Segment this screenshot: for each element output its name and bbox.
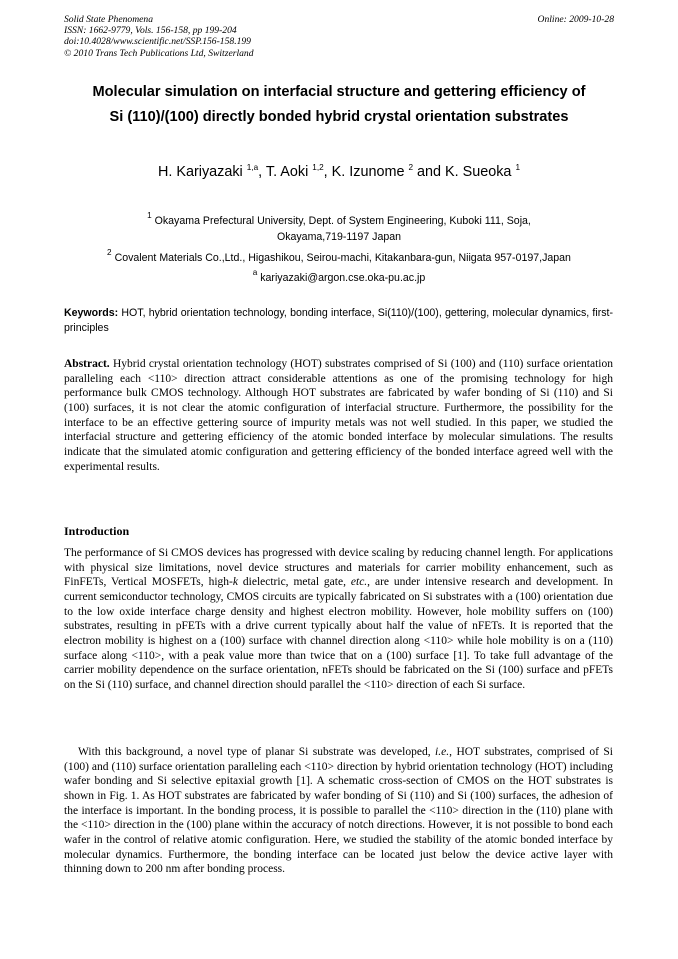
keywords-label: Keywords: bbox=[64, 307, 119, 319]
abstract-text: Hybrid crystal orientation technology (HOT) substrates comprised of Si (100) and (110) surface orientation paralleling each <110> direction attract considerable attentions as one of the promising technology for high performance bulk CMOS technology. Although HOT substrates are fabricated by wafer bonding of Si (110) and Si (100) surfaces, it is not clear the atomic configuration of interfacial structure. Furthermore, the possibility for the interface to be an effective gettering source of impurity metals was not well studied. In this paper, we studied the interfacial structure and gettering efficiency of the atomic bonded interface by molecular simulations. The results indicate that the simulated atomic configuration and gettering efficiency of the bonded interface agreed well with the experimental results. bbox=[64, 358, 613, 473]
issn-line: ISSN: 1662-9779, Vols. 156-158, pp 199-204 bbox=[64, 25, 237, 37]
affiliation-1-marker: 1 bbox=[147, 211, 152, 220]
author-list bbox=[40, 162, 638, 182]
affiliation-2-marker: 2 bbox=[107, 248, 112, 257]
affiliation-1 bbox=[40, 213, 638, 245]
abstract bbox=[64, 357, 613, 474]
intro-p2-ie: i.e. bbox=[435, 746, 450, 758]
email-line bbox=[40, 270, 638, 286]
author-2: , T. Aoki bbox=[258, 164, 309, 180]
intro-p2-part-a: With this background, a novel type of planar Si substrate was developed, bbox=[78, 746, 436, 758]
author-4: and K. Sueoka bbox=[413, 164, 512, 180]
intro-paragraph-1 bbox=[64, 546, 613, 693]
author-3: , K. Izunome bbox=[323, 164, 405, 180]
title-line-2: Si (110)/(100) directly bonded hybrid crystal orientation substrates bbox=[109, 109, 569, 125]
email-address: kariyazaki@argon.cse.oka-pu.ac.jp bbox=[260, 272, 426, 284]
affiliation-1-line-2: Okayama,719-1197 Japan bbox=[276, 231, 402, 243]
running-header bbox=[64, 14, 614, 59]
intro-p1-part-b: dielectric, metal gate, bbox=[237, 576, 351, 589]
intro-p2-part-b: , HOT substrates, comprised of Si (100) and (110) surface orientation paralleling each <110> direction by hybrid orientation technology (HOT) including wafer bonding and Si selective epitaxial growth [1]. A schematic cross-section of CMOS on the HOT substrates is shown in Fig. 1. As HOT substrates are fabricated by wafer bonding of Si (110) and Si (100) surfaces, the adhesion of the interface is important. In the bonding process, it is possible to parallel the <110> direction in the (110) plane with the <110> direction in the (100) plane within the accuracy of notch directions. However, it is not possible to bond each wafer in the control of relative atomic configuration. Here, we studied the stability of the atomic bonded interface by molecular dynamics. Furthermore, the bonding interface can be located just below the device active layer with thinning down to 200 nm after bonding process. bbox=[64, 746, 613, 876]
doi-line: doi:10.4028/www.scientific.net/SSP.156-158.199 bbox=[64, 36, 251, 48]
intro-paragraph-2 bbox=[64, 745, 613, 877]
affiliation-2 bbox=[40, 250, 638, 266]
abstract-label: Abstract. bbox=[64, 358, 110, 370]
author-4-affil: 1 bbox=[515, 163, 521, 172]
journal-name: Solid State Phenomena bbox=[64, 14, 153, 25]
affiliation-2-text: Covalent Materials Co.,Ltd., Higashikou, Seirou-machi, Kitakanbara-gun, Niigata 957-0197,Japan bbox=[114, 252, 571, 264]
intro-p1-part-a: The performance of Si CMOS devices has progressed with device scaling by reducing channel length. For applications with physical size limitations, novel device structures and materials for carrier mobility enhancement, such as FinFETs, Vertical MOSFETs, high- bbox=[64, 547, 613, 589]
email-marker: a bbox=[252, 268, 258, 277]
intro-p1-k: k bbox=[232, 576, 238, 589]
title-line-1: Molecular simulation on interfacial structure and gettering efficiency of bbox=[92, 84, 586, 100]
section-heading-introduction: Introduction bbox=[64, 524, 130, 538]
keywords bbox=[64, 306, 613, 335]
intro-p1-etc: etc. bbox=[350, 576, 368, 589]
author-3-affil: 2 bbox=[408, 163, 414, 172]
intro-p1-part-c: , are under intensive research and development. In current semiconductor technology, CMOS circuits are typically fabricated on Si substrates with a (100) orientation due to the low oxide interface charge density and highest electron mobility. However, hole mobility suffers on (100) substrates, resulting in pFETs with a drive current typically about half the value of nFETs. It is reported that the electron mobility is highest on a (100) surface with channel direction along <110> while hole mobility is on a (110) surface along <110>, with a peak value more than twice that on a (100) surface [1]. To take full advantage of the carrier mobility dependence on the surface orientation, nFETs should be fabricated on the Si (100) surface and pFETs on the Si (110) surface, and channel direction should parallel the <110> direction of each Si surface. bbox=[64, 576, 614, 691]
keywords-text: HOT, hybrid orientation technology, bonding interface, Si(110)/(100), gettering, molecular dynamics, first-principles bbox=[64, 307, 613, 334]
online-date: Online: 2009-10-28 bbox=[537, 14, 614, 25]
author-1-affil: 1,a bbox=[246, 163, 259, 172]
paper-title bbox=[40, 80, 638, 130]
affiliation-1-line-1: Okayama Prefectural University, Dept. of System Engineering, Kuboki 111, Soja, bbox=[154, 215, 531, 227]
author-1: H. Kariyazaki bbox=[157, 164, 243, 180]
copyright-line: © 2010 Trans Tech Publications Ltd, Switzerland bbox=[64, 47, 254, 59]
author-2-affil: 1,2 bbox=[312, 163, 324, 172]
